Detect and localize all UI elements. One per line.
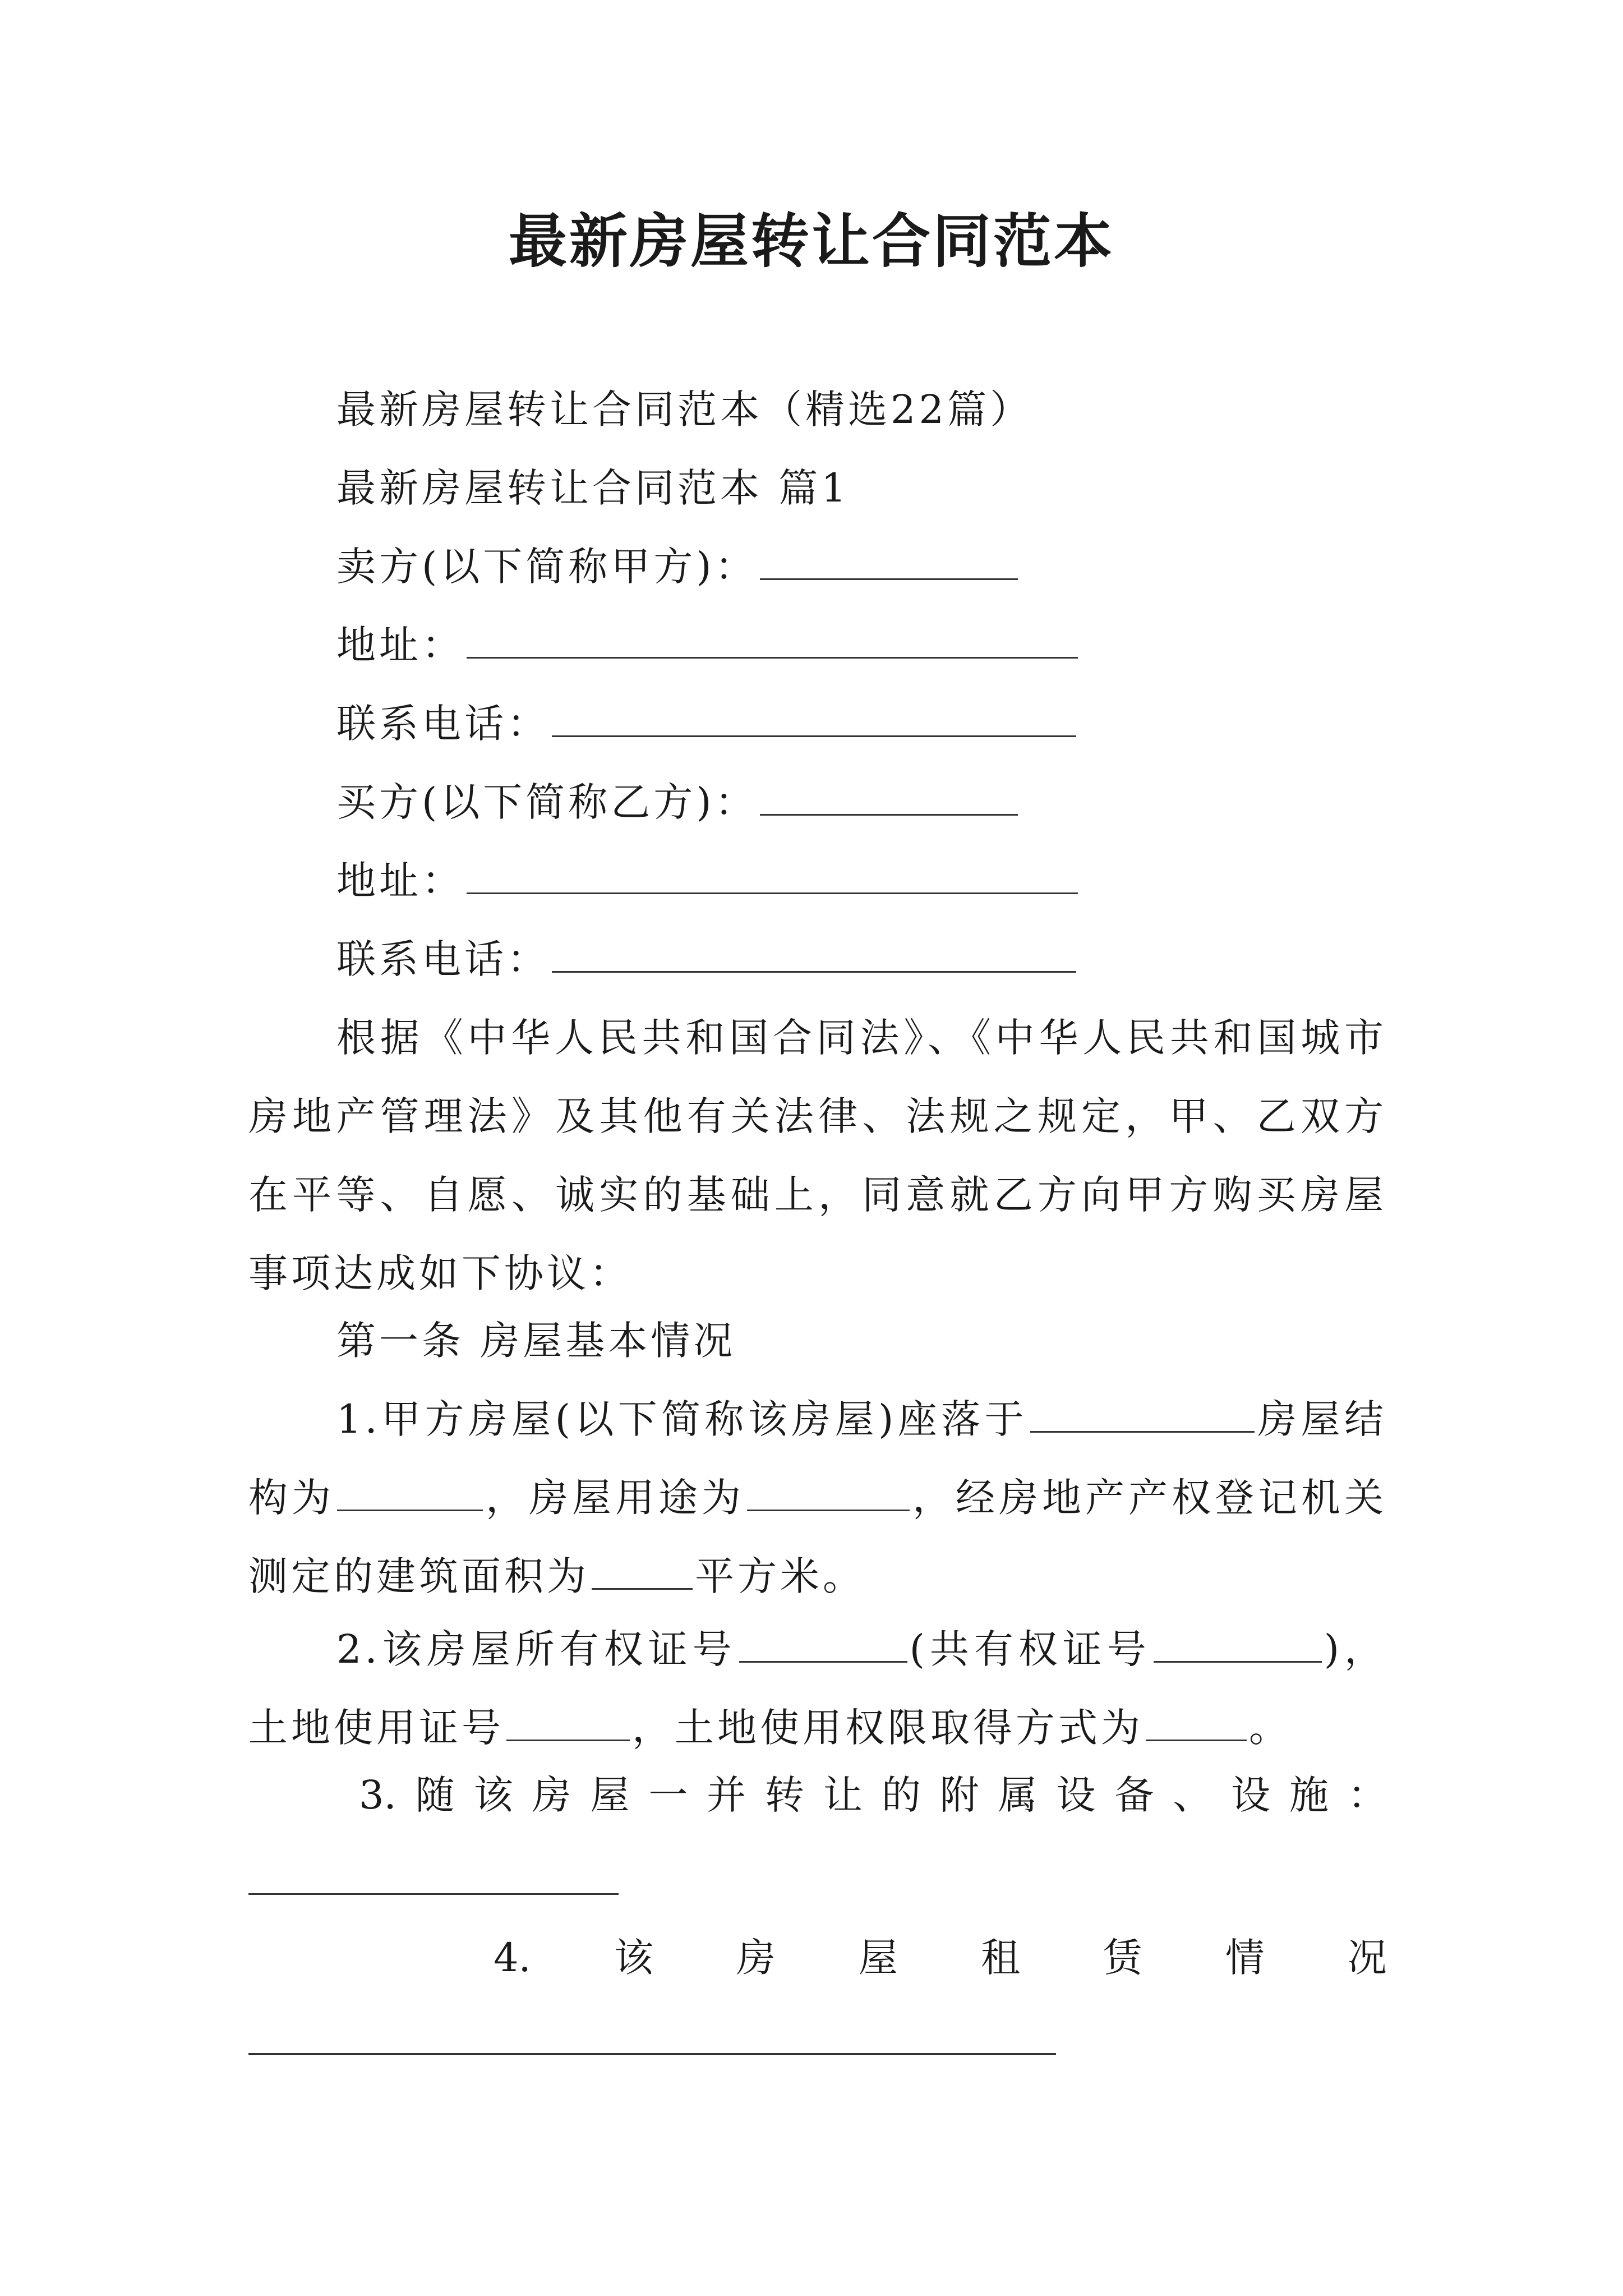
preamble-paragraph: 根据《中华人民共和国合同法》、《中华人民共和国城市房地产管理法》及其他有关法律、法规之规定，甲、乙双方在平等、自愿、诚实的基础上，同意就乙方向甲方购买房屋事项达成如下协议： [248,1015,1387,1296]
item1-text-5: 平方米。 [695,1553,865,1599]
item4-lease-blank [248,2053,1056,2055]
seller-phone-blank [552,696,1076,737]
item2-acquisition-blank [1146,1700,1247,1741]
article1-heading: 第一条 房屋基本情况 [336,1318,736,1364]
section-heading: 最新房屋转让合同范本 篇1 [336,465,850,511]
item4-line [494,1930,1387,1986]
item1-text-4: ，经房地产产权登记机关测定的建筑面积为 [248,1475,1387,1599]
item4-char: 房 [736,1935,776,1981]
seller-line [336,539,1020,595]
item3-char: 让 [823,1772,863,1818]
buyer-phone-label: 联系电话： [336,936,550,982]
item3-char: 房 [532,1772,571,1818]
item2-text-1: 2.该房屋所有权证号 [336,1626,737,1672]
buyer-line [336,774,1020,830]
item3-char: 3. [359,1772,396,1818]
item2-text-5: 。 [1249,1705,1292,1751]
item1-text-3: ，房屋用途为 [485,1475,745,1521]
item4-char: 赁 [1103,1935,1142,1981]
seller-address-label: 地址： [336,622,464,668]
item4-char: 该 [614,1935,653,1981]
item3-char: ： [1347,1772,1387,1818]
buyer-address-line [336,853,1080,909]
item1-text-2: 房屋结构为 [248,1396,1387,1521]
item3-char: 设 [1056,1772,1096,1818]
item2-paragraph [248,1610,1387,1767]
item3-char: 设 [1231,1772,1271,1818]
item2-land-cert-blank [506,1700,630,1741]
item3-char: 该 [473,1772,513,1818]
item3-char: 转 [765,1772,805,1818]
item3-char: 随 [415,1772,455,1818]
item3-line [359,1767,1387,1823]
item3-char: 属 [998,1772,1038,1818]
buyer-label: 买方(以下简称乙方)： [336,779,758,825]
item1-usage-blank [747,1470,910,1511]
item3-char: 屋 [590,1772,630,1818]
seller-phone-line [336,696,1078,752]
item1-area-blank [592,1549,693,1590]
item1-structure-blank [337,1470,483,1511]
item2-joint-cert-blank [1154,1622,1322,1663]
item2-text-3: )，土地使用证号 [248,1626,1387,1751]
item4-char: 情 [1225,1935,1265,1981]
item1-text-1: 1.甲方房屋(以下简称该房屋)座落于 [336,1396,1028,1442]
item3-char: 一 [648,1772,688,1818]
item4-char: 租 [980,1935,1020,1981]
document-subtitle: 最新房屋转让合同范本（精选22篇） [336,386,1033,432]
seller-address-line [336,617,1080,673]
item2-cert-blank [739,1622,907,1663]
buyer-address-label: 地址： [336,858,464,904]
item2-text-2: (共有权证号 [909,1626,1151,1672]
item1-location-blank [1030,1392,1255,1433]
document-title: 最新房屋转让合同范本 [508,206,1114,275]
seller-phone-label: 联系电话： [336,701,550,747]
item1-paragraph [248,1380,1387,1616]
item4-char: 4. [494,1935,531,1981]
item4-char: 屋 [858,1935,898,1981]
seller-name-blank [760,539,1018,580]
item4-char: 况 [1347,1935,1387,1981]
item3-char: 附 [939,1772,979,1818]
seller-address-blank [467,618,1078,659]
buyer-address-blank [467,853,1078,894]
item3-char: 、 [1173,1772,1212,1818]
buyer-phone-blank [552,932,1076,973]
item3-facilities-blank [248,1893,619,1895]
item2-text-4: ，土地使用权限取得方式为 [632,1705,1144,1751]
item3-char: 备 [1114,1772,1154,1818]
seller-label: 卖方(以下简称甲方)： [336,544,758,590]
item3-char: 的 [881,1772,921,1818]
item3-char: 并 [707,1772,746,1818]
item3-char: 施 [1289,1772,1329,1818]
buyer-phone-line [336,931,1078,987]
buyer-name-blank [760,775,1018,816]
